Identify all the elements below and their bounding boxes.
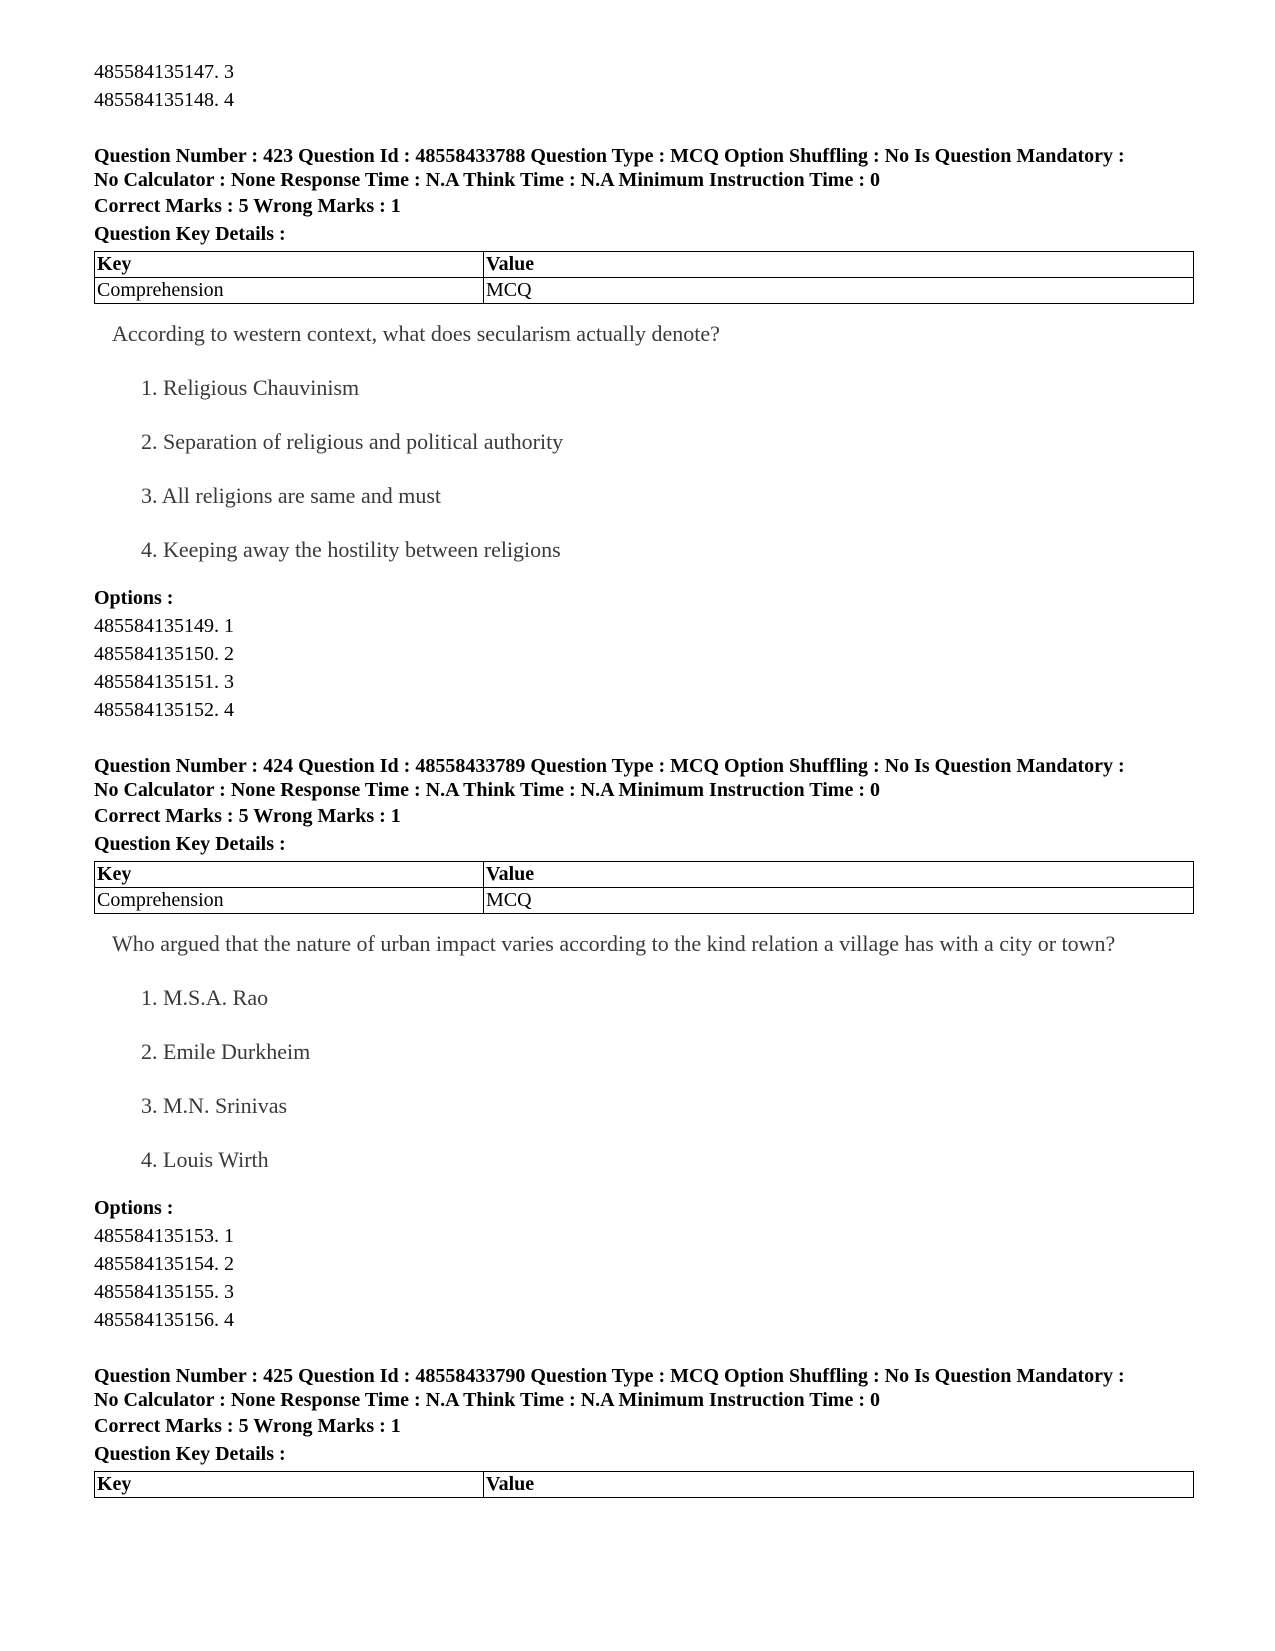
table-header-key: Key (95, 252, 484, 278)
key-details-table (94, 251, 1194, 304)
option-item: 485584135153. 1 (94, 1225, 234, 1247)
table-header-key: Key (95, 862, 484, 888)
option-item: 485584135147. 3 (94, 61, 234, 83)
question-meta-line2: No Calculator : None Response Time : N.A Think Time : N.A Minimum Instruction Time : 0 (94, 1389, 880, 1411)
question-content (94, 320, 1194, 564)
table-header-row (95, 1472, 1194, 1498)
choice-item: 1. M.S.A. Rao (141, 985, 269, 1010)
key-details-label: Question Key Details : (94, 1443, 286, 1465)
option-item: 485584135149. 1 (94, 615, 234, 637)
table-header-key: Key (95, 1472, 484, 1498)
table-header-value: Value (484, 862, 1194, 888)
choice-item: 3. All religions are same and must (141, 483, 441, 508)
question-block-423 (94, 144, 1194, 724)
table-header-value: Value (484, 252, 1194, 278)
options-label: Options : (94, 1197, 174, 1219)
options-label: Options : (94, 587, 174, 609)
option-item: 485584135155. 3 (94, 1281, 234, 1303)
table-cell-value: MCQ (484, 278, 1194, 304)
table-header-row (95, 252, 1194, 278)
question-text: According to western context, what does secularism actually denote? (112, 321, 720, 346)
question-block-424 (94, 754, 1194, 1334)
question-header (94, 144, 1194, 192)
question-meta-line1: Question Number : 423 Question Id : 48558433788 Question Type : MCQ Option Shuffling : No Is Question Mandatory : (94, 145, 1125, 167)
marks-line: Correct Marks : 5 Wrong Marks : 1 (94, 195, 401, 217)
options-list (94, 1222, 1194, 1334)
previous-options-list (94, 58, 1194, 114)
option-item: 485584135154. 2 (94, 1253, 234, 1275)
option-item: 485584135148. 4 (94, 89, 234, 111)
table-cell-key: Comprehension (95, 888, 484, 914)
marks-line: Correct Marks : 5 Wrong Marks : 1 (94, 805, 401, 827)
question-meta-line1: Question Number : 424 Question Id : 48558433789 Question Type : MCQ Option Shuffling : No Is Question Mandatory : (94, 755, 1125, 777)
table-row (95, 278, 1194, 304)
question-content (94, 930, 1194, 1174)
choice-item: 3. M.N. Srinivas (141, 1093, 288, 1118)
key-details-table (94, 861, 1194, 914)
choice-item: 2. Separation of religious and political authority (141, 429, 564, 454)
question-meta-line2: No Calculator : None Response Time : N.A Think Time : N.A Minimum Instruction Time : 0 (94, 169, 880, 191)
table-header-row (95, 862, 1194, 888)
choice-item: 2. Emile Durkheim (141, 1039, 311, 1064)
choice-item: 4. Louis Wirth (141, 1147, 269, 1172)
question-meta-line1: Question Number : 425 Question Id : 48558433790 Question Type : MCQ Option Shuffling : No Is Question Mandatory : (94, 1365, 1125, 1387)
document-page (94, 58, 1194, 1498)
table-cell-value: MCQ (484, 888, 1194, 914)
question-header (94, 754, 1194, 802)
option-item: 485584135151. 3 (94, 671, 234, 693)
question-meta-line2: No Calculator : None Response Time : N.A Think Time : N.A Minimum Instruction Time : 0 (94, 779, 880, 801)
option-item: 485584135152. 4 (94, 699, 234, 721)
table-cell-key: Comprehension (95, 278, 484, 304)
choice-item: 1. Religious Chauvinism (141, 375, 360, 400)
choice-item: 4. Keeping away the hostility between religions (141, 537, 561, 562)
option-item: 485584135156. 4 (94, 1309, 234, 1331)
table-header-value: Value (484, 1472, 1194, 1498)
question-text: Who argued that the nature of urban impact varies according to the kind relation a village has with a city or town? (112, 931, 1116, 956)
table-row (95, 888, 1194, 914)
question-block-425 (94, 1364, 1194, 1498)
key-details-table (94, 1471, 1194, 1498)
options-list (94, 612, 1194, 724)
option-item: 485584135150. 2 (94, 643, 234, 665)
question-header (94, 1364, 1194, 1412)
key-details-label: Question Key Details : (94, 833, 286, 855)
key-details-label: Question Key Details : (94, 223, 286, 245)
marks-line: Correct Marks : 5 Wrong Marks : 1 (94, 1415, 401, 1437)
